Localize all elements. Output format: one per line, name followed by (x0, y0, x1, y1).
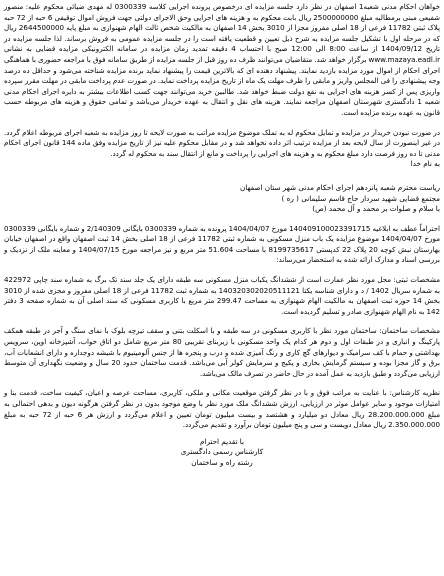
spacer (4, 215, 440, 224)
greeting-line: با سلام و صلوات بر محمد و آل محمد (ص) (312, 204, 440, 214)
signature-closing: با تقدیم احترام (200, 436, 244, 446)
signature-title: کارشناس رسمی دادگستری (180, 447, 264, 457)
spacer (4, 119, 440, 128)
signature-field: رشته راه و ساختمان (191, 457, 253, 467)
auction-conditions-paragraph: در صورت نبودن خریدار در مزایده و تمایل محکوم له به تملک موضوع مزایده مراتب به صورت لایحه تا روز مزایده به شعبه اجرای مربوطه اعلام گردد. در غیر اینصورت از سال لایحه بعد از مزایده ترتیب اثر داده نخواهد شد و در مقابل محکوم علیه نیز از تاریخ مزایده وفق ماده 144 قانون اجرای احکام مدنی تا ده روز فرصت دارد مبلغ محکوم به و هزینه های اجرایی را پرداخت و مانع از انتقال سند به محکوم له گردد. (4, 127, 440, 158)
court-complex-heading: مجتمع قضایی شهید سردار حاج قاسم سلیمانی ( ره ) (281, 193, 440, 203)
registration-details-paragraph: مشخصات ثبتی: محل مورد نظر عمارت است از ششدانگ یکباب منزل مسکونی سه طبقه دارای یک جلد سند تک برگ به شماره سند چاپی 422972 به شماره سریال 1402 / د و دارای شناسه یکتا 140320302020511121 به شماره ثبت 11782 فرعی از 18 اصلی مفروز و مجزی شده از 3010 بخش 14 حوزه ثبت اصفهان به مالکیت الهام شهنوازی به مساحت 299.47 متر مربع با کاربری مسکونی که سند اصلی آن به شماره صفحه 3 دفتر 142 به نام الهام شهنوازی صادر و تسلیم گردیده است. (4, 275, 440, 316)
spacer (4, 266, 440, 275)
auction-notice-paragraph: خواهان احکام مدنی شعبه1 اصفهان در نظر دارد جلسه مزایده ای درخصوص پرونده اجرایی کلاسه 0300339‌ له مهدی ضیائی محکوم علیه: منصور شفیعی مبنی برمطالبه مبلغ 2500000000 ریال بابت محکوم به و هزینه های اجرایی وحق الاجرای دولتی جهت فروش اموال توقیفی 6 حبه از 72 حبه پلاک ثبتی 11782 فرعی از 18 اصلی مفروز مجزا از 3010 بخش 14 اصفهان به مالکیت شخص ثالث الهام شهنوازی به مبلغ پایه 2644500000 ریال که در مرحله اول با تشکیل جلسه مزایده به شرح ذیل تعیین و قطعیت یافته است را در جلسه مزایده عمومی به فروش برساند. لذا جلسه مزایده در تاریخ 1404/09/12 از ساعت 8:00 الی 12:00 صبح با احتساب 4 دقیقه تمدید زمان مزایده در سامانه الکترونیکی مزایده قضایی به نشانی www.mazaya.eadl.ir برگزار خواهد شد. متقاضیان می‌توانند ظرف ده روز قبل از جلسه مزایده از طریق سامانه فوق با مراجعه حضوری با هماهنگی اجرای احکام از اموال مورد مزایده بازدید نمایند. پیشنهاد دهنده ای که بالاترین قیمت را پیشنهاد نماید برنده مزایده شناخته می‌شود و حداقل ده درصد وجه پیشنهادی را فی المجلس واریز و مابقی را ظرف مهلت یک ماه از تاریخ مزایده پرداخت نماید. در صورت عدم پرداخت مابقی در مهلت مقرر سپرده واریزی پس از کسر هزینه های اجرایی به نفع دولت ضبط خواهد شد. طالبین خرید می‌توانند جهت کسب اطلاعات بیشتر به دایره اجرای احکام مدنی شعبه 1 دادگستری شهرستان اصفهان مراجعه نمایند. هزینه های نقل و انتقال به عهده خریدار می‌باشد و تمامی حقوق و هزینه های مربوطه حسب قانون به عهده برنده مزایده است. (4, 2, 441, 117)
building-details-paragraph: مشخصات ساختمان: ساختمان مورد نظر با کاربری مسکونی در سه طبقه و با اسکلت بتنی و سقف تیرچه بلوک با نمای سنگ و آجر در طبقه همکف پارکینگ و انباری و در طبقات اول و دوم هر کدام یک واحد مسکونی با زیربنای تقریبی 80 متر مربع شامل دو اتاق خواب، آشپزخانه اوپن، سرویس بهداشتی و حمام با کف سرامیک و دیوارهای گچ کاری و رنگ آمیزی شده و درب و پنجره ها از جنس آلومینیوم با شیشه دوجداره و دارای انشعابات آب، برق و گاز مجزا بوده و سیستم گرمایش بخاری و پکیج و سرمایش کولر آبی می‌باشد. قدمت ساختمان حدود 20 سال و وضعیت نگهداری آن متوسط ارزیابی می‌گردد و طبق بازدید به عمل آمده در حال حاضر در تصرف مالک می‌باشد. (4, 326, 440, 378)
spacer (4, 170, 440, 183)
in-gods-name-line: به نام خدا (410, 159, 440, 169)
spacer (4, 379, 440, 388)
referral-paragraph: احتراماً عطف به ابلاغیه 140409100023391715 مورخ 1404/04/07 پرونده به شماره 0300339 بایگانی 2/140309 و شماره بایگانی 0300339 مورخ 1404/04/07 موضوع مزایده یک باب منزل مسکونی به شماره ثبتی 11782 فرعی از 18 اصلی بخش 14 ثبت اصفهان واقع در اصفهان خیابان بهارستان نبش کوچه 20 پلاک 22 کدپستی 8199735617 با مساحت 51.604 متر مربع و نیز مراجعه مورخ 1404/07/15 و معاینه ملک از نزدیک و بررسی اسناد و مدارک ارائه شده به استحضار می‌رساند: (4, 223, 440, 265)
expert-opinion-paragraph: نظریه کارشناس: با عنایت به مراتب فوق و با در نظر گرفتن موقعیت مکانی و ملکی، کاربری، مساحت عرصه و اعیان، کیفیت ساخت، قدمت بنا و امتیازات موجود و سایر عوامل موثر در ارزیابی، ارزش ششدانگ ملک مورد نظر با وضع موجود بدون در نظر گرفتن هرگونه دیون و بدهی احتمالی به مبلغ 28.200.000.000 ریال معادل دو میلیارد و هشتصد و بیست میلیون تومان تعیین و اعلام می‌گردد و ارزش هر 6 حبه از 72 حبه به مبلغ 2.350.000.000 ریال معادل دویست و سی و پنج میلیون تومان برآورد و تقدیم می‌گردد. (4, 388, 440, 430)
addressee-heading: ریاست محترم شعبه پانزدهم اجرای احکام مدنی شهر ستان اصفهان (240, 182, 440, 192)
signature-block (4, 437, 440, 469)
